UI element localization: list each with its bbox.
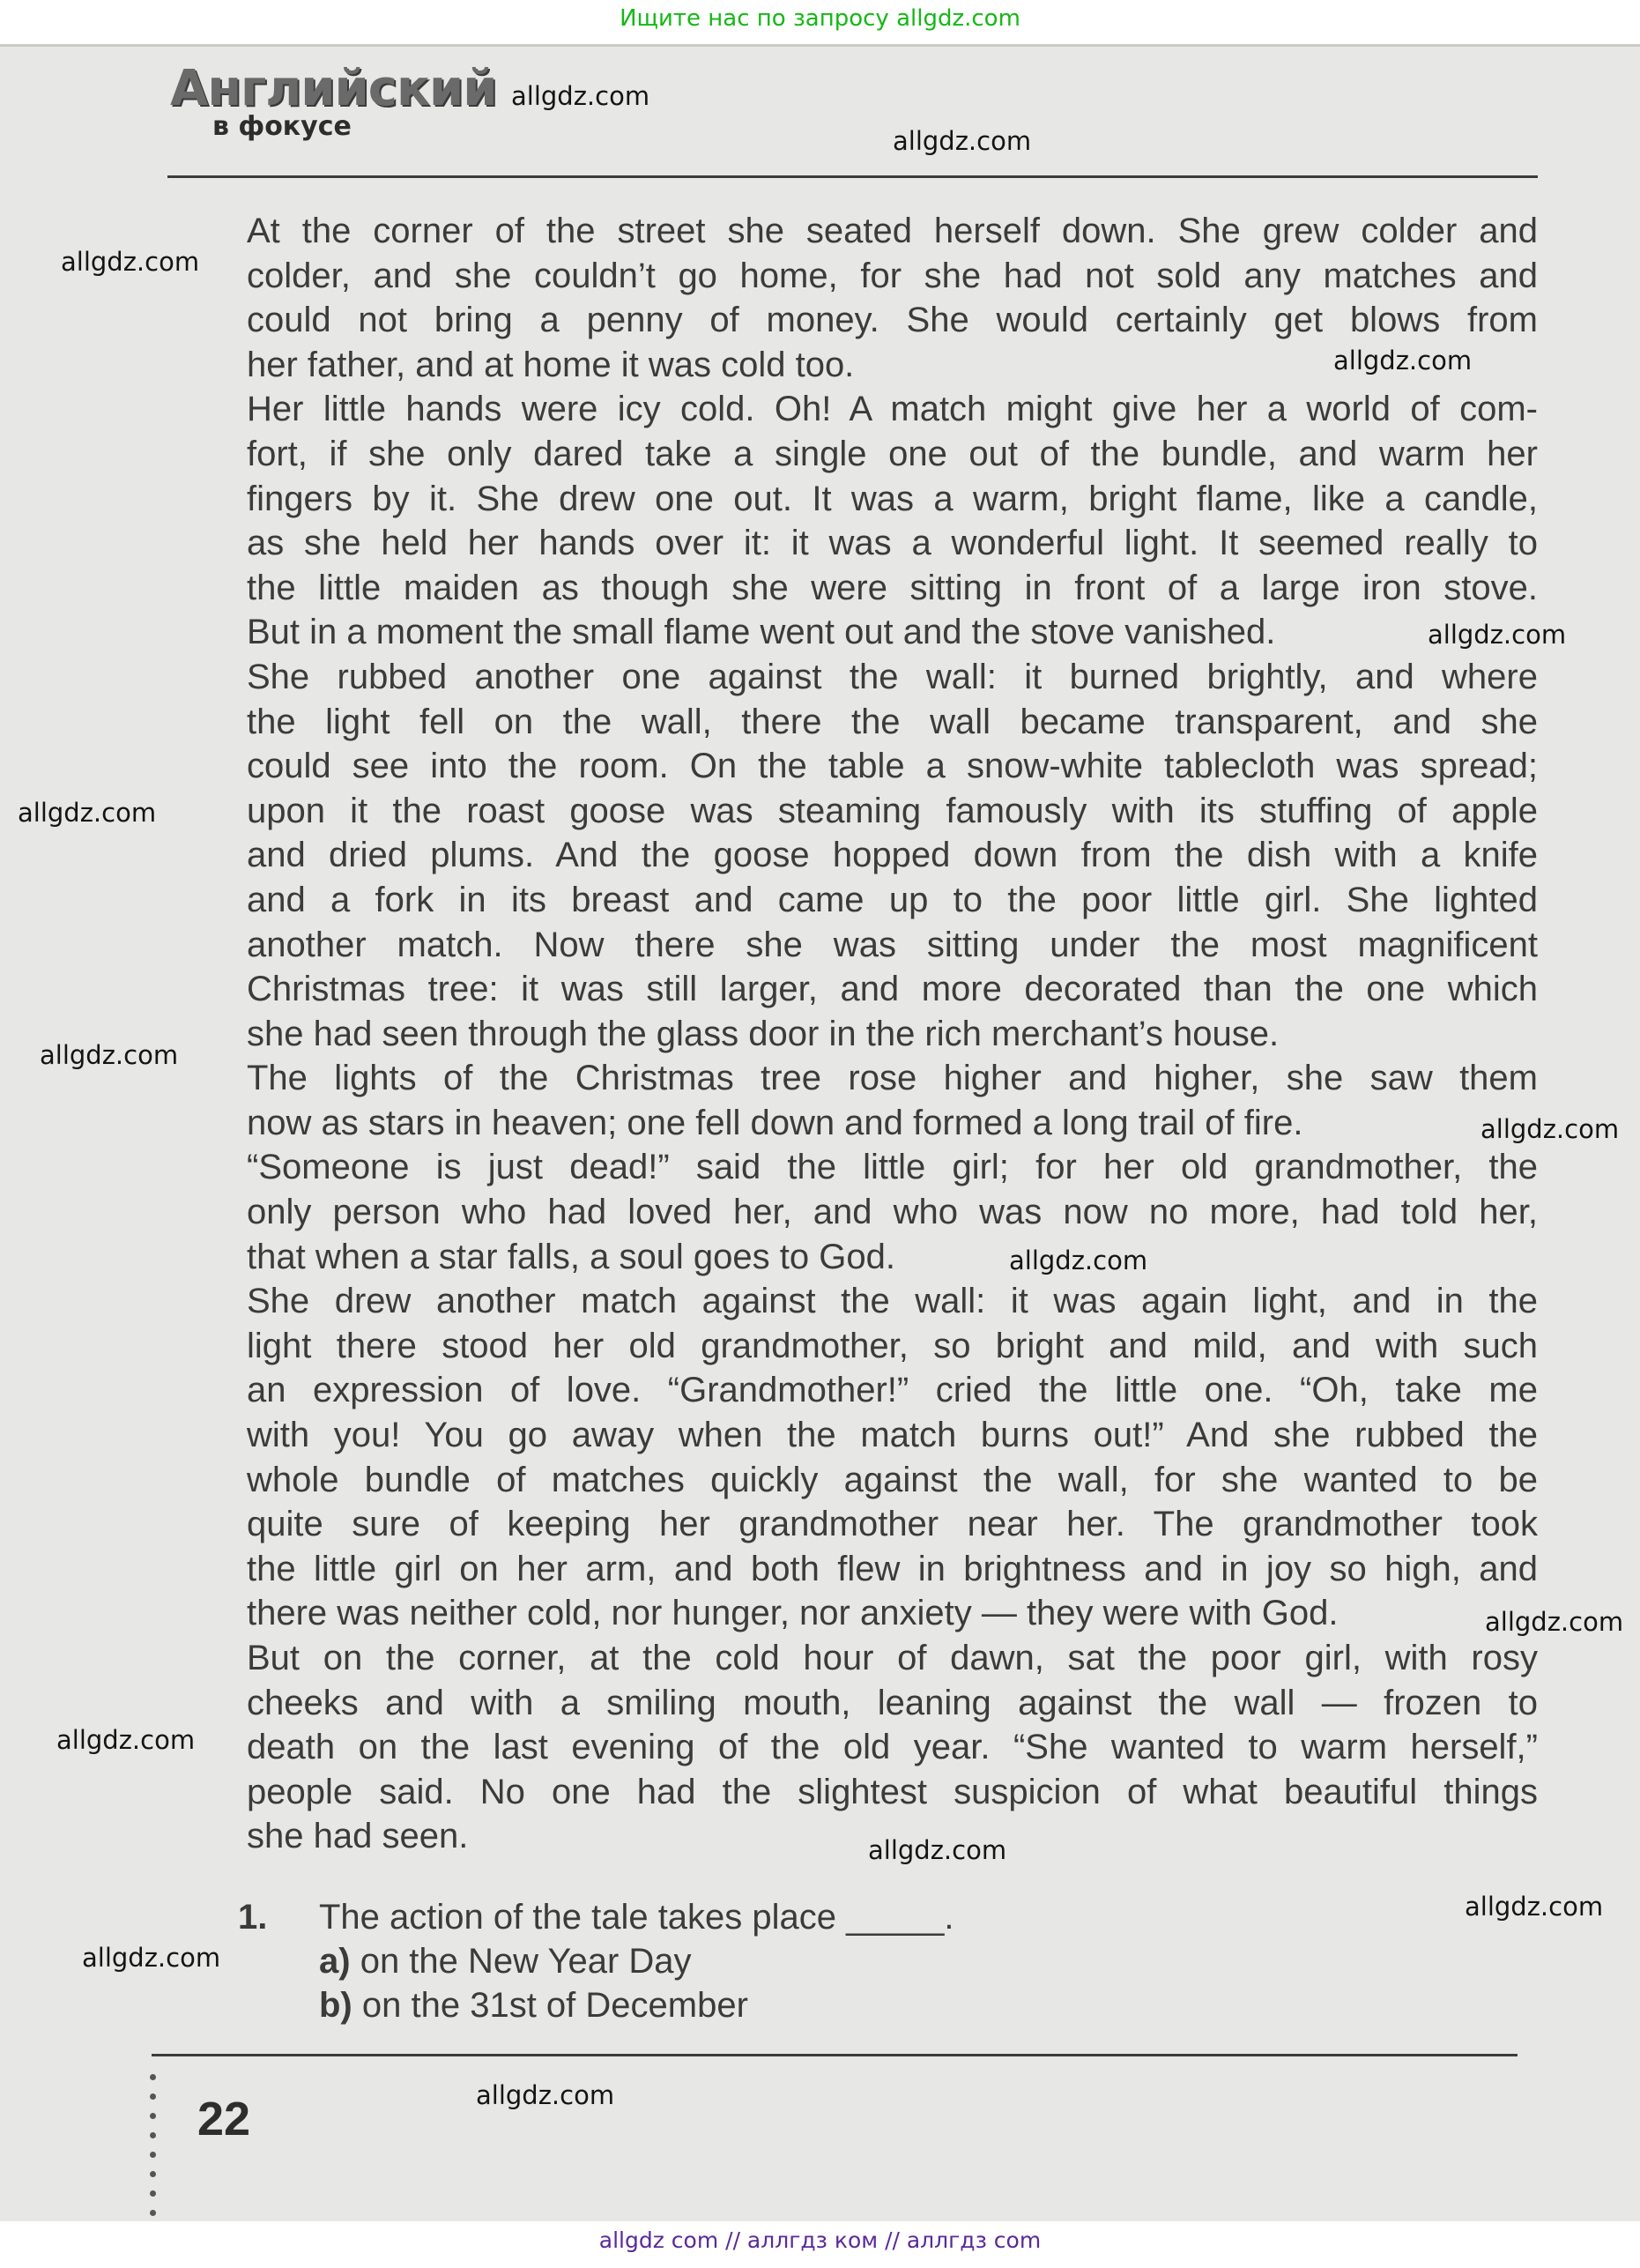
- watermark: allgdz.com: [893, 126, 1032, 156]
- text-line: fort, if she only dared take a single one out of the bundle, and warm her: [247, 434, 1538, 473]
- answer-option-b: [319, 1983, 1119, 2027]
- text-line: whole bundle of matches quickly against the wall, for she wanted to be: [247, 1460, 1538, 1499]
- text-line: the little girl on her arm, and both flew in brightness and in joy so high, and: [247, 1549, 1538, 1588]
- watermark: allgdz.com: [1485, 1607, 1624, 1637]
- watermark: allgdz.com: [82, 1943, 221, 1973]
- text-line: Christmas tree: it was still larger, and more decorated than the one which: [247, 970, 1538, 1009]
- text-line: death on the last evening of the old year. “She wanted to warm herself,”: [247, 1728, 1538, 1767]
- text-line: the little maiden as though she were sitting in front of a large iron stove.: [247, 568, 1538, 607]
- option-text: on the New Year Day: [360, 1942, 692, 1981]
- footer-rule: [152, 2054, 1518, 2056]
- watermark: allgdz.com: [1428, 620, 1567, 650]
- text-line: and a fork in its breast and came up to the poor little girl. She lighted: [247, 880, 1538, 919]
- watermark: allgdz.com: [1480, 1114, 1620, 1144]
- watermark: allgdz.com: [40, 1040, 179, 1070]
- text-line: could see into the room. On the table a snow-white tablecloth was spread;: [247, 747, 1538, 786]
- text-line: light there stood her old grandmother, so bright and mild, and with such: [247, 1326, 1538, 1365]
- option-text: on the 31st of December: [361, 1986, 748, 2025]
- text-line: But in a moment the small flame went out and the stove vanished.: [247, 613, 1276, 652]
- book-logo: [170, 60, 497, 142]
- text-line: fingers by it. She drew one out. It was a warm, bright flame, like a candle,: [247, 479, 1538, 518]
- question-1: [238, 1895, 1119, 2027]
- page-number: 22: [197, 2093, 251, 2145]
- text-line: could not bring a penny of money. She would certainly get blows from: [247, 301, 1538, 340]
- logo-title: Английский: [170, 60, 497, 117]
- watermark: allgdz.com: [476, 2080, 615, 2110]
- question-text: The action of the tale takes place _____.: [319, 1898, 954, 1937]
- text-line: she had seen.: [247, 1817, 469, 1856]
- text-line: The lights of the Christmas tree rose higher and higher, she saw them: [247, 1059, 1538, 1098]
- text-line: now as stars in heaven; one fell down and formed a long trail of fire.: [247, 1103, 1303, 1142]
- text-line: She drew another match against the wall: it was again light, and in the: [247, 1282, 1538, 1321]
- logo-subtitle: в фокусе: [212, 111, 352, 142]
- text-line: there was neither cold, nor hunger, nor anxiety — they were with God.: [247, 1594, 1339, 1633]
- text-line: as she held her hands over it: it was a wonderful light. It seemed really to: [247, 524, 1538, 563]
- text-line: that when a star falls, a soul goes to God.: [247, 1237, 895, 1276]
- text-line: and dried plums. And the goose hopped down from the dish with a knife: [247, 836, 1538, 875]
- option-letter: b): [319, 1986, 352, 2025]
- text-line: At the corner of the street she seated herself down. She grew colder and: [247, 212, 1538, 250]
- option-letter: a): [319, 1942, 351, 1981]
- text-line: colder, and she couldn’t go home, for she had not sold any matches and: [247, 256, 1538, 295]
- text-line: Her little hands were icy cold. Oh! A match might give her a world of com-: [247, 390, 1538, 429]
- watermark: allgdz.com: [1333, 346, 1473, 376]
- watermark: allgdz.com: [56, 1725, 196, 1755]
- header-rule: [167, 175, 1538, 178]
- watermark: allgdz.com: [61, 247, 200, 277]
- text-line: another match. Now there she was sitting under the most magnificent: [247, 925, 1538, 964]
- watermark: allgdz.com: [1009, 1246, 1148, 1275]
- top-banner: Ищите нас по запросу allgdz.com: [620, 5, 1020, 32]
- text-line: quite sure of keeping her grandmother near her. The grandmother took: [247, 1505, 1538, 1544]
- text-line: “Someone is just dead!” said the little girl; for her old grandmother, the: [247, 1148, 1538, 1187]
- watermark: allgdz.com: [868, 1835, 1007, 1865]
- text-line: She rubbed another one against the wall: it burned brightly, and where: [247, 657, 1538, 696]
- watermark: allgdz.com: [18, 798, 157, 828]
- text-line: with you! You go away when the match burns out!” And she rubbed the: [247, 1416, 1538, 1455]
- text-line: But on the corner, at the cold hour of dawn, sat the poor girl, with rosy: [247, 1639, 1538, 1677]
- text-line: the light fell on the wall, there the wall became transparent, and she: [247, 702, 1538, 741]
- text-line: her father, and at home it was cold too.: [247, 345, 855, 384]
- text-line: an expression of love. “Grandmother!” cried the little one. “Oh, take me: [247, 1371, 1538, 1410]
- text-line: people said. No one had the slightest suspicion of what beautiful things: [247, 1772, 1538, 1811]
- watermark: allgdz.com: [1465, 1892, 1604, 1922]
- footer-banner: allgdz com // аллгдз ком // аллгдз com: [0, 2221, 1640, 2260]
- text-line: only person who had loved her, and who was now no more, had told her,: [247, 1193, 1538, 1232]
- text-line: cheeks and with a smiling mouth, leaning against the wall — frozen to: [247, 1683, 1538, 1722]
- watermark: allgdz.com: [511, 81, 650, 111]
- text-line: she had seen through the glass door in the rich merchant’s house.: [247, 1014, 1280, 1053]
- text-line: upon it the roast goose was steaming famously with its stuffing of apple: [247, 791, 1538, 830]
- answer-option-a: [319, 1939, 1119, 1983]
- story-text: [247, 209, 1538, 1859]
- question-number: 1.: [238, 1898, 268, 1937]
